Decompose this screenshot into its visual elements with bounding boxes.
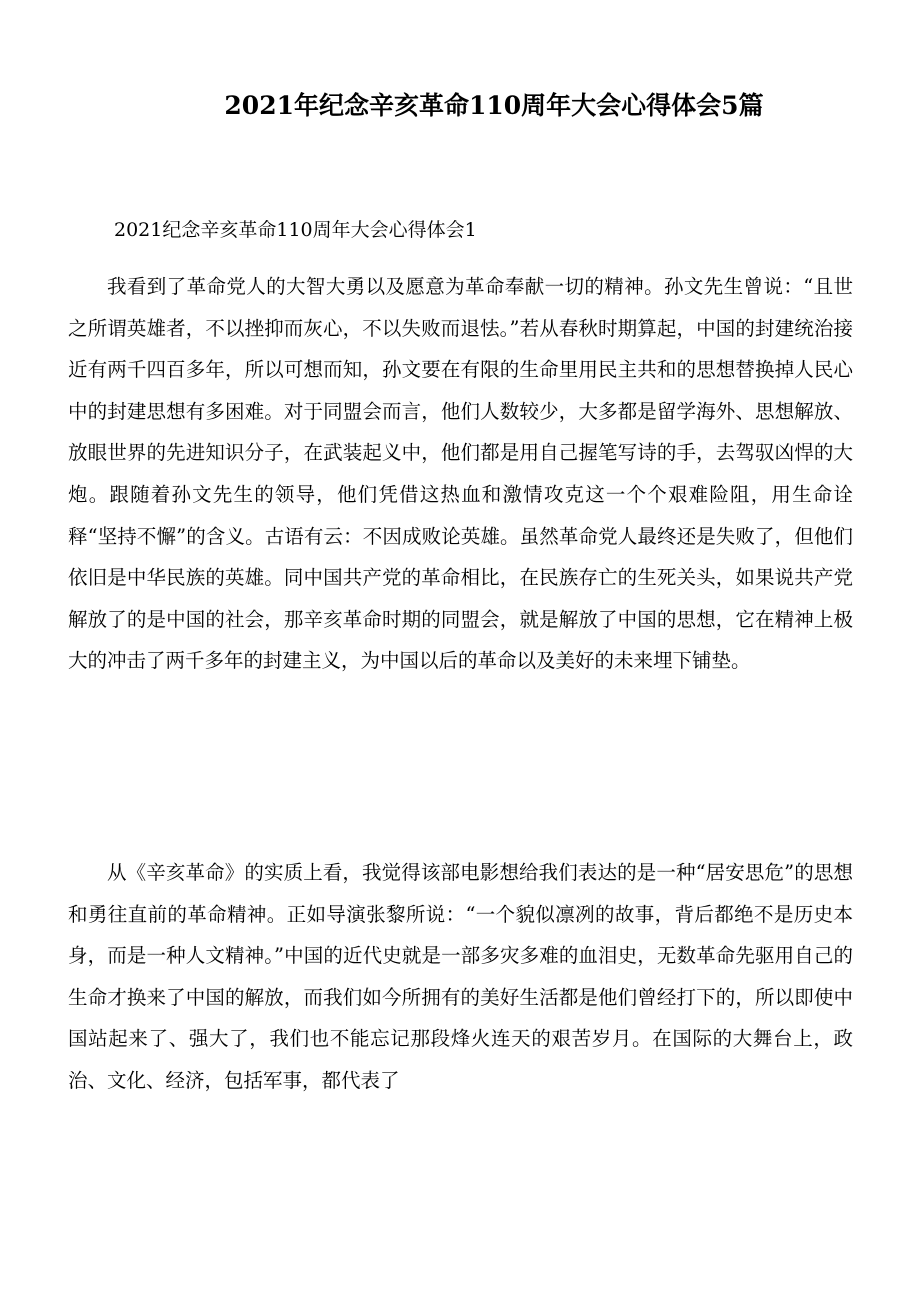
body-paragraph: 从《辛亥革命》的实质上看，我觉得该部电影想给我们表达的是一种“居安思危”的思想和勇往直前的革命精神。正如导演张黎所说：“一个貌似凛冽的故事，背后都绝不是历史本身，而是一种人文精神。”中国的近代史就是一部多灾多难的血泪史，无数革命先驱用自己的生命才换来了中国的解放，而我们如今所拥有的美好生活都是他们曾经打下的，所以即使中国站起来了、强大了，我们也不能忘记那段烽火连天的艰苦岁月。在国际的大舞台上，政治、文化、经济，包括军事，都代表了 <box>68 861 853 1092</box>
body-paragraph: 我看到了革命党人的大智大勇以及愿意为革命奉献一切的精神。孙文先生曾说：“且世之所谓英雄者，不以挫抑而灰心，不以失败而退怯。”若从春秋时期算起，中国的封建统治接近有两千四百多年，所以可想而知，孙文要在有限的生命里用民主共和的思想替换掉人民心中的封建思想有多困难。对于同盟会而言，他们人数较少，大多都是留学海外、思想解放、放眼世界的先进知识分子，在武装起义中，他们都是用自己握笔写诗的手，去驾驭凶悍的大炮。跟随着孙文先生的领导，他们凭借这热血和激情攻克这一个个艰难险阻，用生命诠释“坚持不懈”的含义。古语有云：不因成败论英雄。虽然革命党人最终还是失败了，但他们依旧是中华民族的英雄。同中国共产党的革命相比，在民族存亡的生死关头，如果说共产党解放了的是中国的社会，那辛亥革命时期的同盟会，就是解放了中国的思想，它在精神上极大的冲击了两千多年的封建主义，为中国以后的革命以及美好的未来埋下铺垫。 <box>68 275 853 673</box>
section-heading: 2021纪念辛亥革命110周年大会心得体会1 <box>114 219 477 241</box>
document-title: 2021年纪念辛亥革命110周年大会心得体会5篇 <box>224 91 764 120</box>
